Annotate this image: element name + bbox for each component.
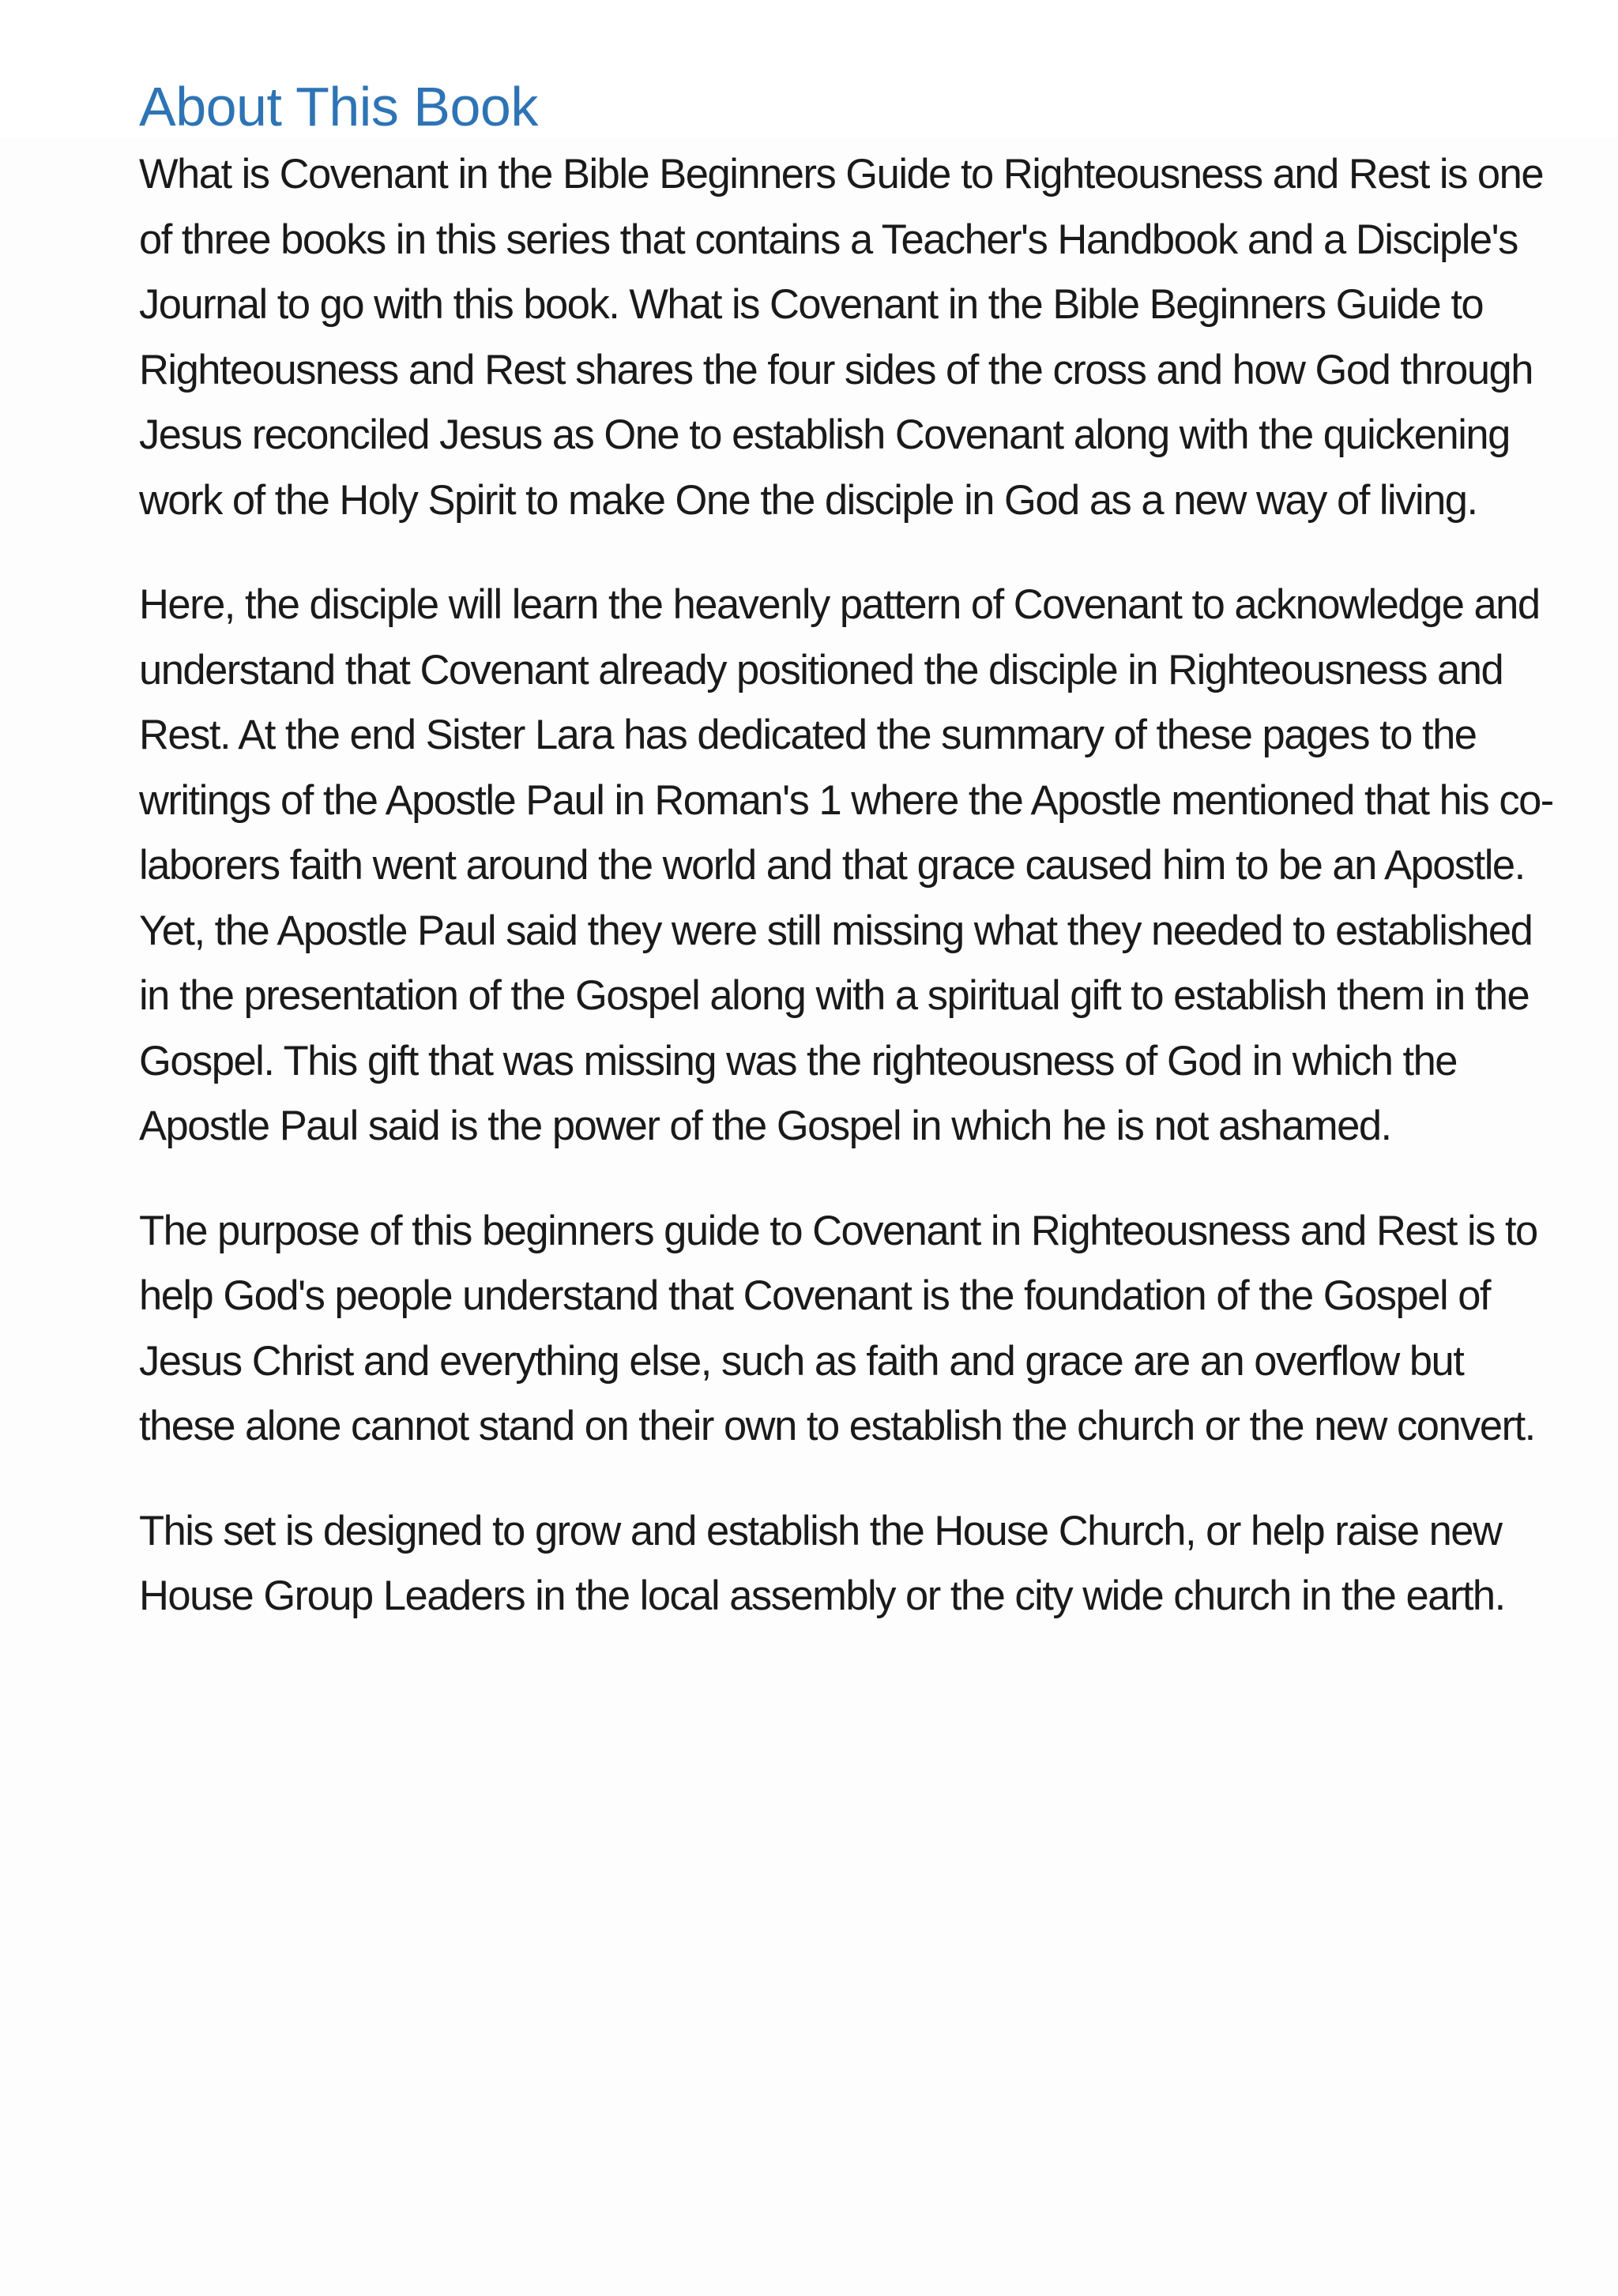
document-page	[139, 73, 1553, 1669]
paragraph-set: This set is designed to grow and establish the House Church, or help raise new House Group Leaders in the local assembly or the city wide church in the earth.	[139, 1507, 1505, 1619]
paragraph-purpose: The purpose of this beginners guide to Covenant in Righteousness and Rest is to help God's people understand that Covenant is the foundation of the Gospel of Jesus Christ and everything else, such as faith and grace are an overflow but these alone cannot stand on their own to establish the church or the new convert.	[139, 1207, 1537, 1449]
page-title: About This Book	[139, 76, 538, 137]
paragraph-pattern: Here, the disciple will learn the heavenly pattern of Covenant to acknowledge and understand that Covenant already positioned the disciple in Righteousness and Rest. At the end Sister Lara has dedicated the summary of these pages to the writings of the Apostle Paul in Roman's 1 where the Apostle mentioned that his co-laborers faith went around the world and that grace caused him to be an Apostle. Yet, the Apostle Paul said they were still missing what they needed to established in the presentation of the Gospel along with a spiritual gift to establish them in the Gospel. This gift that was missing was the righteousness of God in which the Apostle Paul said is the power of the Gospel in which he is not ashamed.	[139, 581, 1553, 1149]
paragraph-intro: What is Covenant in the Bible Beginners Guide to Righteousness and Rest is one of three books in this series that contains a Teacher's Handbook and a Disciple's Journal to go with this book. What is Covenant in the Bible Beginners Guide to Righteousness and Rest shares the four sides of the cross and how God through Jesus reconciled Jesus as One to establish Covenant along with the quickening work of the Holy Spirit to make One the disciple in God as a new way of living.	[139, 151, 1544, 524]
